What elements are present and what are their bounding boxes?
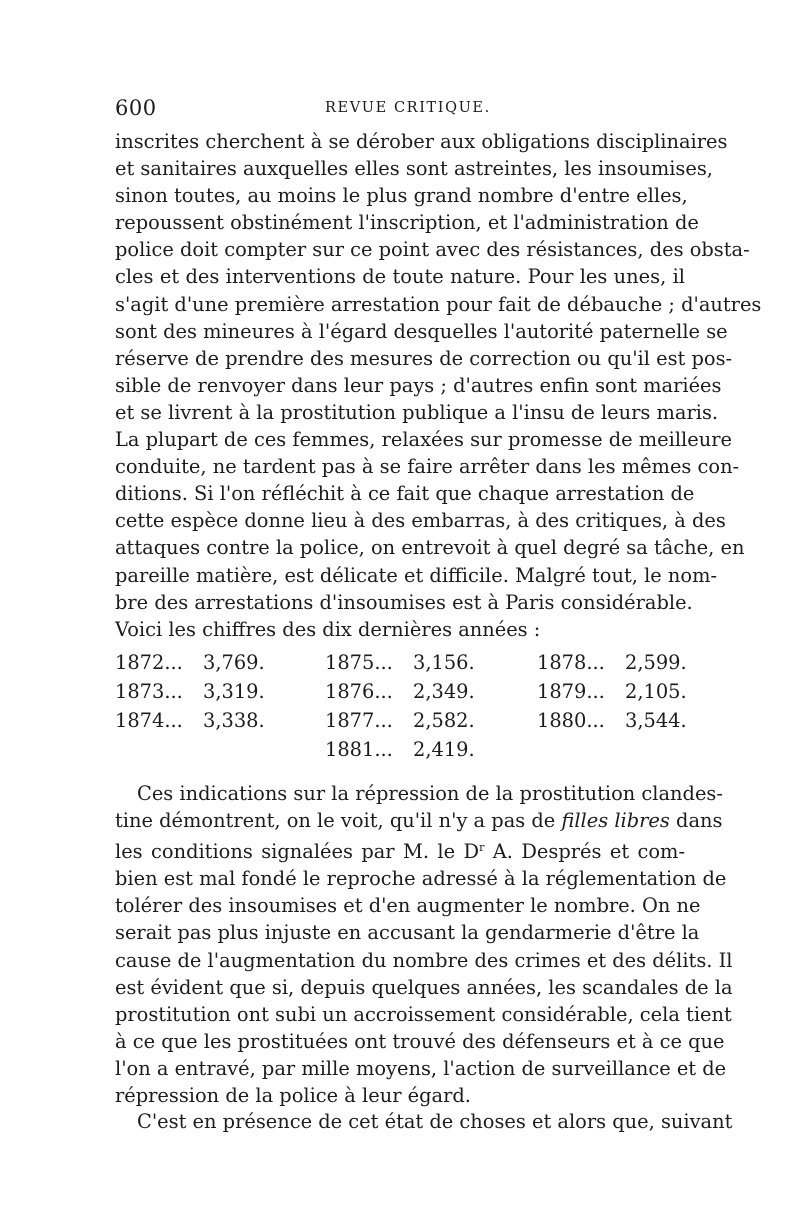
stat-entry: [537, 709, 687, 732]
stat-year: 1879...: [537, 680, 605, 703]
stat-count: 2,599.: [625, 651, 687, 674]
text-line: prostitution ont subi un accroissement considérable, cela tient: [115, 1002, 732, 1026]
journal-title: REVUE CRITIQUE.: [325, 100, 491, 116]
stat-year: 1876...: [325, 680, 393, 703]
stat-entry: [115, 709, 265, 732]
text-line: police doit compter sur ce point avec des résistances, des obsta-: [115, 238, 750, 262]
stat-count: 3,156.: [413, 651, 475, 674]
text-line: C'est en présence de cet état de choses et alors que, suivant: [137, 1110, 733, 1133]
stat-count: 2,419.: [413, 738, 475, 761]
text-line: serait pas plus injuste en accusant la gendarmerie d'être la: [115, 921, 700, 945]
arrest-statistics-table: [115, 651, 695, 771]
stat-entry: [325, 738, 475, 761]
text-line: est évident que si, depuis quelques années, les scandales de la: [115, 975, 733, 999]
text-line: Ces indications sur la répression de la prostitution clandes-: [137, 782, 723, 805]
text-line: [115, 807, 723, 834]
stat-year: 1874...: [115, 709, 183, 732]
stat-year: 1877...: [325, 709, 393, 732]
text-line: pareille matière, est délicate et difficile. Malgré tout, le nom-: [115, 563, 718, 587]
stat-count: 2,349.: [413, 680, 475, 703]
paragraph-3: [115, 1108, 733, 1135]
stat-count: 2,582.: [413, 709, 475, 732]
text-line: sinon toutes, au moins le plus grand nombre d'entre elles,: [115, 184, 688, 208]
stat-year: 1872...: [115, 651, 183, 674]
text-line: cause de l'augmentation du nombre des crimes et des délits. Il: [115, 948, 733, 972]
text-line: tolérer des insoumises et d'en augmenter le nombre. On ne: [115, 894, 701, 918]
stat-year: 1878...: [537, 651, 605, 674]
text-line: [115, 834, 685, 865]
stat-entry: [537, 680, 687, 703]
text-line: cles et des interventions de toute nature. Pour les unes, il: [115, 265, 685, 289]
stat-year: 1875...: [325, 651, 393, 674]
text-line: bien est mal fondé le reproche adressé à la réglementation de: [115, 867, 727, 891]
text-line: conduite, ne tardent pas à se faire arrêter dans les mêmes con-: [115, 455, 740, 479]
stat-entry: [325, 680, 475, 703]
stat-count: 2,105.: [625, 680, 687, 703]
text-line: s'agit d'une première arrestation pour fait de débauche ; d'autres: [115, 292, 762, 316]
stat-entry: [537, 651, 687, 674]
stat-year: 1881...: [325, 738, 393, 761]
text-line: inscrites cherchent à se dérober aux obligations disciplinaires: [115, 130, 728, 153]
paragraph-1: [115, 128, 762, 643]
stat-count: 3,319.: [203, 680, 265, 703]
text-line: sible de renvoyer dans leur pays ; d'autres enfin sont mariées: [115, 373, 722, 397]
text-fragment: tine démontrent, on le voit, qu'il n'y a pas de: [115, 809, 562, 833]
superscript: r: [479, 841, 485, 855]
text-line: réserve de prendre des mesures de correction ou qu'il est pos-: [115, 346, 733, 370]
stat-count: 3,769.: [203, 651, 265, 674]
stat-count: 3,338.: [203, 709, 265, 732]
text-line: à ce que les prostituées ont trouvé des défenseurs et à ce que: [115, 1029, 725, 1053]
stat-entry: [115, 651, 265, 674]
text-fragment: les conditions signalées par M. le D: [115, 840, 480, 864]
paragraph-2: [115, 780, 733, 1109]
running-head: [115, 96, 685, 122]
page-number: 600: [115, 96, 157, 120]
text-line: La plupart de ces femmes, relaxées sur promesse de meilleure: [115, 428, 732, 452]
text-line: attaques contre la police, on entrevoit à quel degré sa tâche, en: [115, 536, 745, 560]
stat-year: 1873...: [115, 680, 183, 703]
text-line: cette espèce donne lieu à des embarras, à des critiques, à des: [115, 509, 726, 533]
text-line: et se livrent à la prostitution publique a l'insu de leurs maris.: [115, 400, 719, 424]
stat-count: 3,544.: [625, 709, 687, 732]
text-fragment: dans: [669, 809, 723, 833]
text-line: ditions. Si l'on réfléchit à ce fait que chaque arrestation de: [115, 482, 695, 506]
text-line: repoussent obstinément l'inscription, et l'administration de: [115, 211, 699, 235]
text-line: et sanitaires auxquelles elles sont astreintes, les insoumises,: [115, 157, 713, 181]
stat-entry: [325, 651, 475, 674]
text-line: répression de la police à leur égard.: [115, 1084, 471, 1108]
text-line: l'on a entravé, par mille moyens, l'action de surveillance et de: [115, 1056, 727, 1080]
emphasized-term: filles libres: [561, 809, 670, 833]
stat-entry: [115, 680, 265, 703]
text-fragment: A. Després et com-: [484, 840, 685, 864]
text-line: sont des mineures à l'égard desquelles l'autorité paternelle se: [115, 319, 728, 343]
text-line: bre des arrestations d'insoumises est à Paris considérable.: [115, 590, 693, 614]
stat-year: 1880...: [537, 709, 605, 732]
text-line: Voici les chiffres des dix dernières années :: [115, 617, 541, 641]
stat-entry: [325, 709, 475, 732]
